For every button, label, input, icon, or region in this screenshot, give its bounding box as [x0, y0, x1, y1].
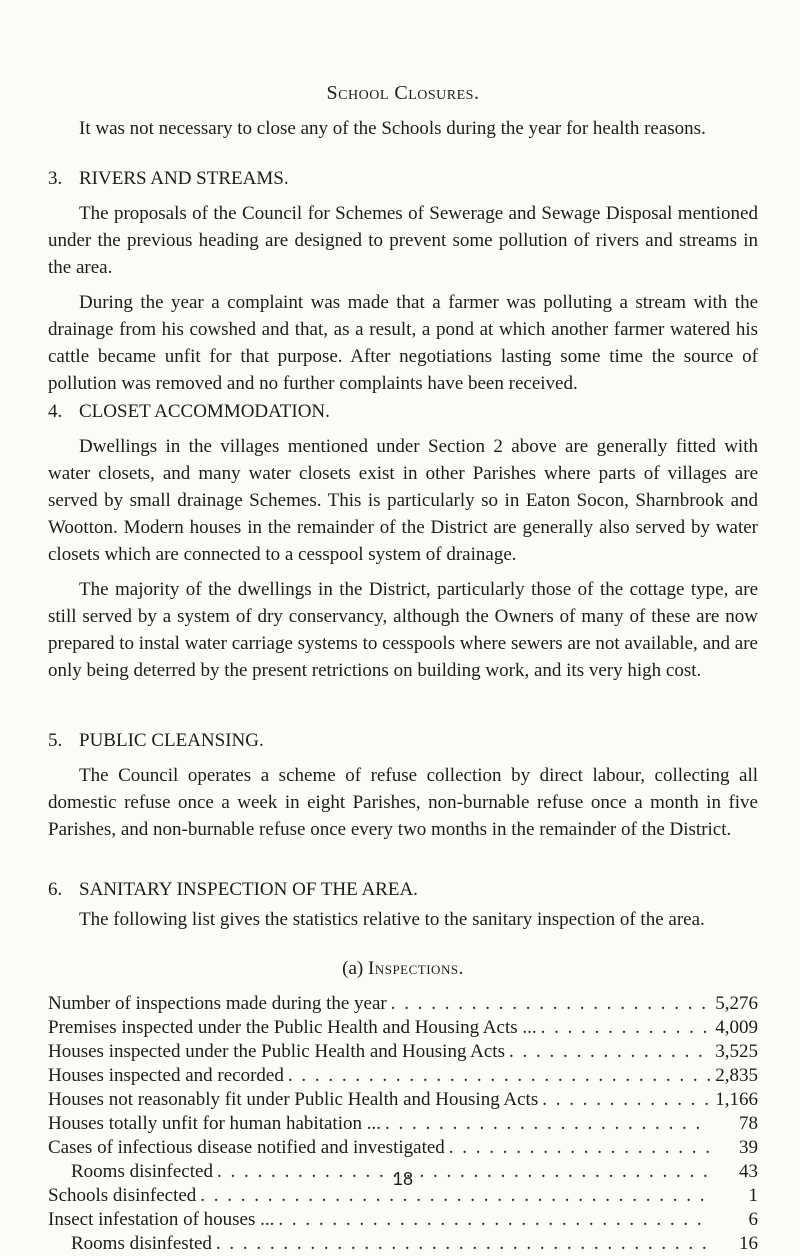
dot-leader	[387, 992, 710, 1016]
section-number: 6.	[48, 879, 63, 900]
section-paragraph: During the year a complaint was made that a farmer was polluting a stream with the drainage from his cowshed and that, as a result, a pond at which another farmer watered his cattle became unfit for that purpose. After negotiations lasting some time the source of pollution was removed and no further complaints have been received.	[48, 292, 758, 394]
row-value: 43	[739, 1161, 758, 1182]
inspections-title	[48, 955, 758, 982]
section-number: 4.	[48, 401, 63, 422]
dot-leader	[274, 1208, 710, 1232]
intro-paragraph: It was not necessary to close any of the Schools during the year for health reasons.	[79, 118, 706, 139]
section-heading	[48, 165, 758, 192]
table-row	[48, 1232, 758, 1256]
inspections-rows	[48, 992, 758, 1256]
row-value: 3,525	[715, 1041, 758, 1062]
section-paragraph: The Council operates a scheme of refuse collection by direct labour, collecting all domestic refuse once a week in eight Parishes, non-burnable refuse once a month in five Parishes, and non-burnable refuse once every two months in the remainder of the District.	[48, 765, 758, 840]
row-value: 16	[739, 1233, 758, 1254]
table-row	[48, 1112, 758, 1136]
table-row	[48, 1088, 758, 1112]
row-value: 78	[739, 1113, 758, 1134]
inspections-prefix: (a)	[342, 958, 364, 979]
section-title: RIVERS AND STREAMS.	[79, 168, 289, 189]
page-number: 18	[392, 1169, 414, 1189]
dot-leader	[212, 1232, 710, 1256]
row-value: 4,009	[715, 1017, 758, 1038]
inspections-table	[48, 955, 758, 1256]
section-4	[48, 398, 758, 684]
section-title: SANITARY INSPECTION OF THE AREA.	[79, 879, 418, 900]
table-row	[48, 1064, 758, 1088]
dot-leader	[445, 1136, 710, 1160]
table-row	[48, 1040, 758, 1064]
dot-leader	[284, 1064, 710, 1088]
section-6	[48, 876, 758, 933]
section-paragraph: The proposals of the Council for Schemes of Sewerage and Sewage Disposal mentioned under the previous heading are designed to prevent some pollution of rivers and streams in the area.	[48, 203, 758, 278]
row-label: Rooms disinfested	[71, 1233, 212, 1254]
table-row	[48, 1016, 758, 1040]
section-paragraph: The majority of the dwellings in the District, particularly those of the cottage type, are still served by a system of dry conservancy, although the Owners of many of these are now prepared to instal water carriage systems to cesspools where sewers are not available, and are only being deterred by the present retrictions on building work, and its very high cost.	[48, 579, 758, 681]
dot-leader	[381, 1112, 710, 1136]
row-value: 39	[739, 1137, 758, 1158]
section-heading	[48, 876, 758, 903]
dot-leader	[505, 1040, 710, 1064]
section-heading	[48, 398, 758, 425]
table-row	[48, 1136, 758, 1160]
dot-leader	[537, 1016, 710, 1040]
row-label: Houses inspected under the Public Health and Housing Acts	[48, 1041, 505, 1062]
section-number: 5.	[48, 730, 63, 751]
intro-block	[48, 115, 758, 142]
section-5	[48, 727, 758, 843]
dot-leader	[538, 1088, 710, 1112]
row-label: Houses inspected and recorded	[48, 1065, 284, 1086]
section-heading	[48, 727, 758, 754]
row-label: Cases of infectious disease notified and investigated	[48, 1137, 445, 1158]
section-paragraph: The following list gives the statistics relative to the sanitary inspection of the area.	[79, 909, 705, 930]
row-label: Rooms disinfected	[71, 1161, 213, 1182]
section-paragraph: Dwellings in the villages mentioned under Section 2 above are generally fitted with water closets, and many water closets exist in other Parishes where parts of villages are served by small drainage Schemes. This is particularly so in Eaton Socon, Sharnbrook and Wootton. Modern houses in the remainder of the District are generally also served by water closets which are connected to a cesspool system of drainage.	[48, 436, 758, 565]
row-value: 6	[748, 1209, 758, 1230]
row-label: Schools disinfected	[48, 1185, 197, 1206]
table-row	[48, 992, 758, 1016]
section-number: 3.	[48, 168, 63, 189]
page-title: School Closures.	[326, 82, 480, 104]
row-label: Houses not reasonably fit under Public Health and Housing Acts	[48, 1089, 539, 1110]
inspections-heading: Inspections.	[368, 958, 464, 979]
row-label: Insect infestation of houses ...	[48, 1209, 275, 1230]
row-value: 1	[748, 1185, 758, 1206]
row-value: 5,276	[715, 993, 758, 1014]
section-title: CLOSET ACCOMMODATION.	[79, 401, 330, 422]
row-label: Premises inspected under the Public Health and Housing Acts ...	[48, 1017, 537, 1038]
section-title: PUBLIC CLEANSING.	[79, 730, 264, 751]
row-label: Houses totally unfit for human habitation ...	[48, 1113, 381, 1134]
row-value: 1,166	[715, 1089, 758, 1110]
table-row	[48, 1208, 758, 1232]
row-value: 2,835	[715, 1065, 758, 1086]
row-label: Number of inspections made during the year	[48, 993, 387, 1014]
section-3	[48, 165, 758, 397]
